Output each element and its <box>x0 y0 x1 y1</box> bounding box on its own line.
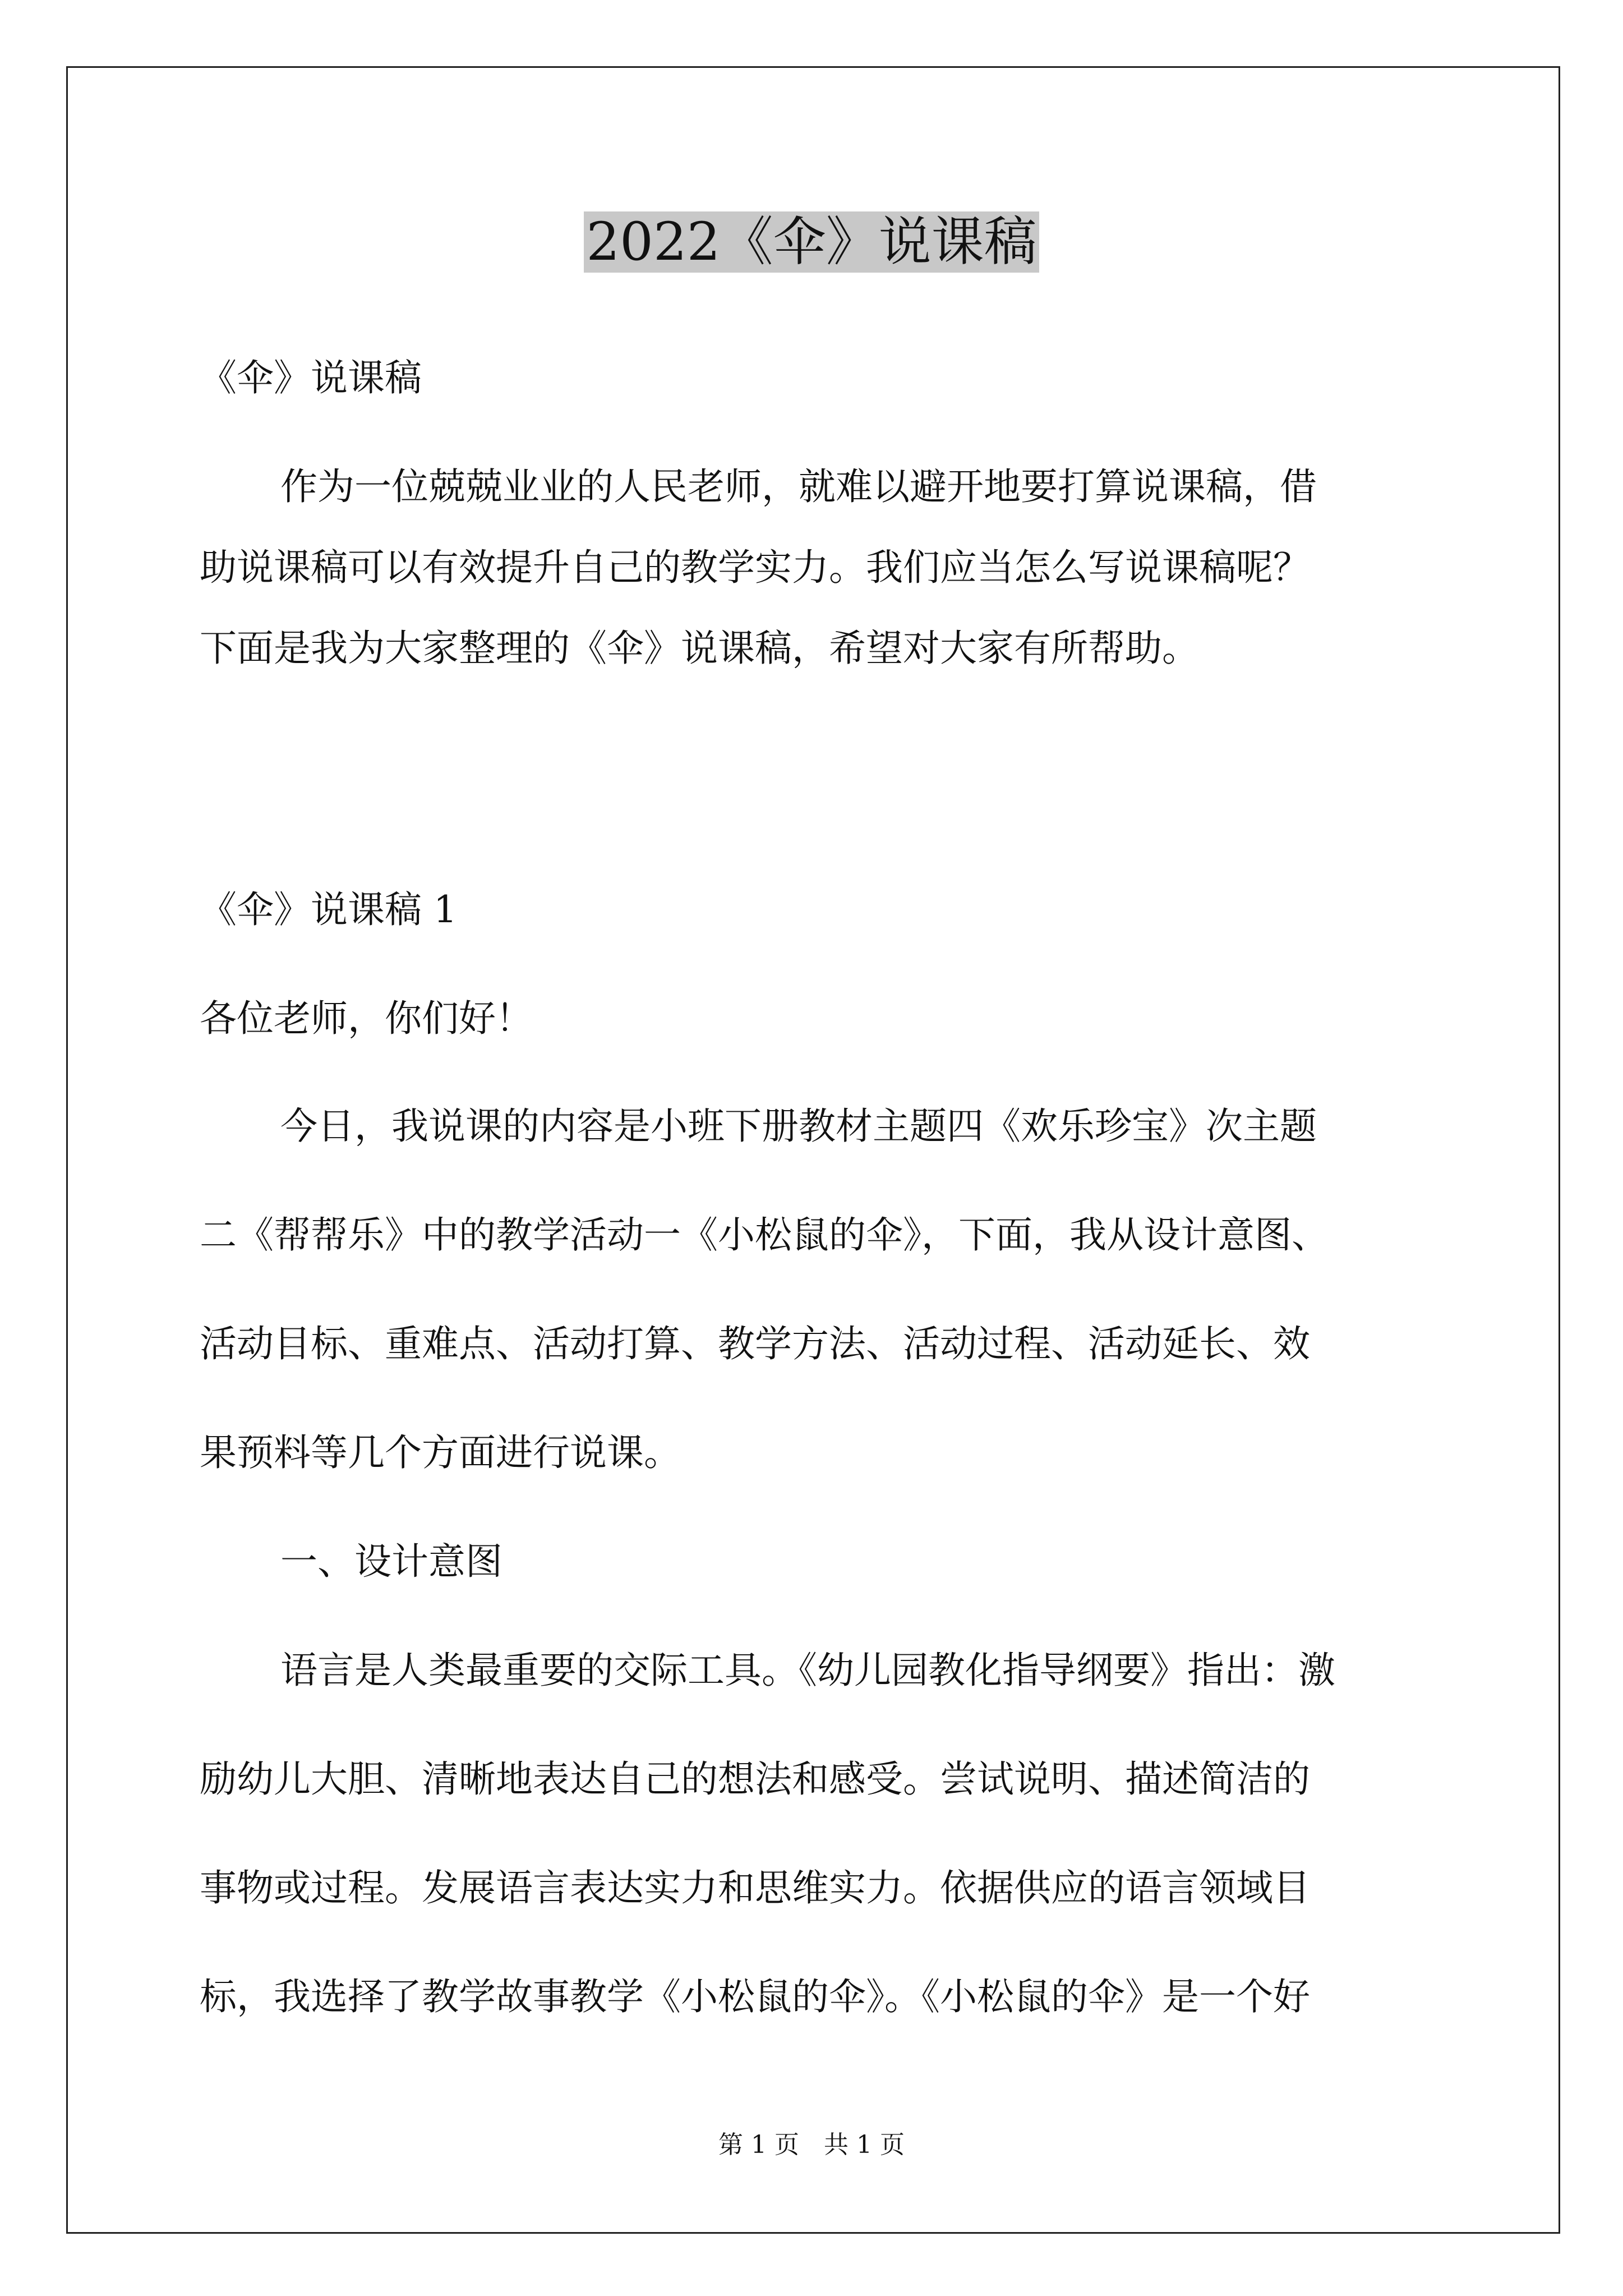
paragraph-line: 助说课稿可以有效提升自己的教学实力。我们应当怎么写说课稿呢？ <box>200 546 1310 589</box>
paragraph-line: 二《帮帮乐》中的教学活动一《小松鼠的伞》，下面，我从设计意图、 <box>200 1213 1329 1257</box>
document-title-text: 2022《伞》说课稿 <box>584 211 1039 273</box>
subsection-heading: 一、设计意图 <box>280 1540 502 1583</box>
paragraph-line: 活动目标、重难点、活动打算、教学方法、活动过程、活动延长、效 <box>200 1322 1310 1365</box>
paragraph-line: 语言是人类最重要的交际工具。《幼儿园教化指导纲要》指出：激 <box>280 1649 1335 1692</box>
paragraph-line: 励幼儿大胆、清晰地表达自己的想法和感受。尝试说明、描述简洁的 <box>200 1757 1310 1801</box>
section-heading: 《伞》说课稿 1 <box>200 888 457 931</box>
paragraph-line: 事物或过程。发展语言表达实力和思维实力。依据供应的语言领域目 <box>200 1866 1310 1910</box>
document-title <box>0 209 1623 276</box>
subtitle-line: 《伞》说课稿 <box>200 356 422 399</box>
paragraph-line: 作为一位兢兢业业的人民老师，就难以避开地要打算说课稿，借 <box>280 465 1317 508</box>
greeting-line: 各位老师，你们好！ <box>200 997 533 1040</box>
paragraph-line: 下面是我为大家整理的《伞》说课稿，希望对大家有所帮助。 <box>200 627 1199 670</box>
paragraph-line: 今日，我说课的内容是小班下册教材主题四《欢乐珍宝》次主题 <box>280 1105 1317 1148</box>
page-footer: 第 1 页 共 1 页 <box>718 2131 905 2159</box>
paragraph-line: 果预料等几个方面进行说课。 <box>200 1431 681 1474</box>
paragraph-line: 标，我选择了教学故事教学《小松鼠的伞》。《小松鼠的伞》是一个好 <box>200 1975 1310 2018</box>
